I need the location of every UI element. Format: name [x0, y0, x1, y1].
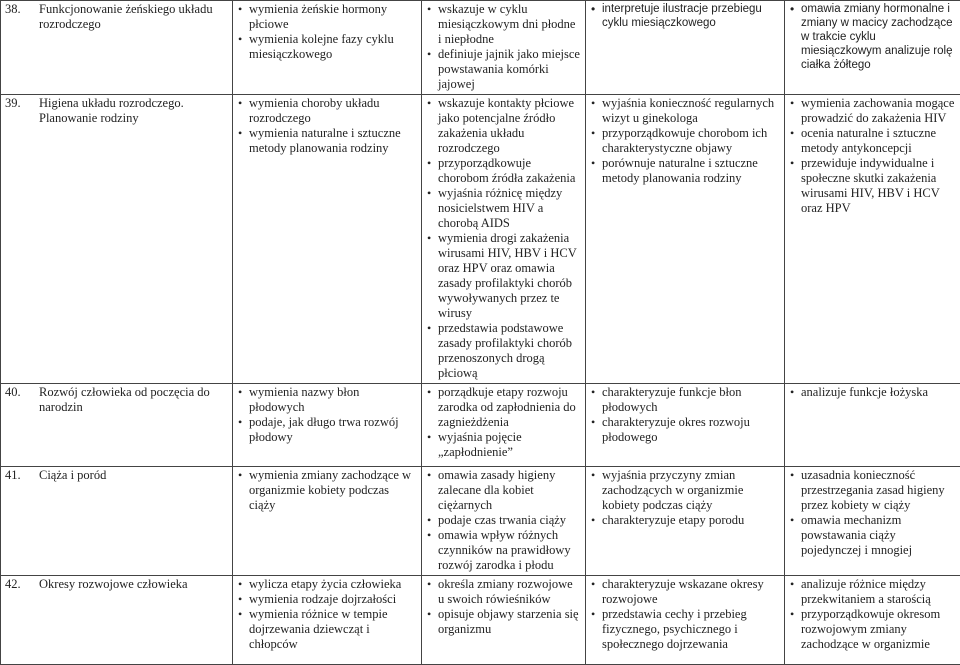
table-row [1, 95, 960, 384]
requirements-cell-level-3 [586, 95, 785, 384]
requirement-item: • wymienia różnice w tempie dojrzewania dziewcząt i chłopców [237, 607, 417, 652]
requirement-item: • wyjaśnia różnicę między nosicielstwem HIV a chorobą AIDS [426, 186, 581, 231]
requirements-cell-level-3 [586, 1, 785, 95]
requirements-list [590, 385, 780, 445]
lesson-number: 38. [5, 2, 35, 32]
requirement-item: • ocenia naturalne i sztuczne metody antykoncepcji [789, 126, 956, 156]
requirements-cell-level-4 [785, 1, 960, 95]
requirement-item: • porównuje naturalne i sztuczne metody planowania rodziny [590, 156, 780, 186]
requirement-item: • wymienia rodzaje dojrzałości [237, 592, 417, 607]
requirements-cell-level-4 [785, 95, 960, 384]
requirement-item: • wskazuje w cyklu miesiączkowym dni płodne i niepłodne [426, 2, 581, 47]
requirement-item: • wymienia żeńskie hormony płciowe [237, 2, 417, 32]
requirement-item: • uzasadnia konieczność przestrzegania zasad higieny przez kobiety w ciąży [789, 468, 956, 513]
requirement-item: • interpretuje ilustracje przebiegu cyklu miesiączkowego [590, 2, 780, 30]
lesson-topic: Okresy rozwojowe człowieka [35, 577, 228, 592]
requirement-item: • wymienia kolejne fazy cyklu miesiączkowego [237, 32, 417, 62]
requirement-item: • omawia mechanizm powstawania ciąży pojedynczej i mnogiej [789, 513, 956, 558]
requirements-cell-level-2 [422, 467, 586, 576]
requirement-item: • wymienia drogi zakażenia wirusami HIV, HBV i HCV oraz HPV oraz omawia zasady profilaktyki chorób wywoływanych przez te wirusy [426, 231, 581, 321]
requirements-list [590, 577, 780, 652]
requirement-item: • opisuje objawy starzenia się organizmu [426, 607, 581, 637]
requirement-item: • wymienia zmiany zachodzące w organizmie kobiety podczas ciąży [237, 468, 417, 513]
requirement-item: • porządkuje etapy rozwoju zarodka od zapłodnienia do zagnieżdżenia [426, 385, 581, 430]
requirements-list [426, 577, 581, 637]
requirement-item: • podaje czas trwania ciąży [426, 513, 581, 528]
requirements-list [237, 468, 417, 513]
requirement-item: • wskazuje kontakty płciowe jako potencjalne źródło zakażenia układu rozrodczego [426, 96, 581, 156]
requirements-cell-level-1 [233, 1, 422, 95]
lesson-number: 40. [5, 385, 35, 415]
lesson-topic: Funkcjonowanie żeńskiego układu rozrodczego [35, 2, 228, 32]
lesson-number: 41. [5, 468, 35, 483]
requirements-cell-level-2 [422, 1, 586, 95]
table-row [1, 1, 960, 95]
requirement-item: • charakteryzuje funkcje błon płodowych [590, 385, 780, 415]
requirements-cell-level-4 [785, 576, 960, 665]
requirement-item: • przyporządkowuje chorobom źródła zakażenia [426, 156, 581, 186]
requirements-list [237, 96, 417, 156]
lesson-number: 39. [5, 96, 35, 126]
requirements-list [426, 96, 581, 381]
table-row [1, 467, 960, 576]
requirement-item: • wymienia zachowania mogące prowadzić do zakażenia HIV [789, 96, 956, 126]
requirements-list [426, 385, 581, 460]
requirement-item: • wymienia nazwy błon płodowych [237, 385, 417, 415]
requirements-cell-level-3 [586, 384, 785, 467]
table-body [1, 1, 960, 665]
requirement-item: • przyporządkowuje chorobom ich charakterystyczne objawy [590, 126, 780, 156]
topic-cell [1, 384, 233, 467]
requirement-item: • omawia wpływ różnych czynników na prawidłowy rozwój zarodka i płodu [426, 528, 581, 573]
lesson-topic: Rozwój człowieka od poczęcia do narodzin [35, 385, 228, 415]
requirements-list [426, 2, 581, 92]
requirement-item: • wymienia naturalne i sztuczne metody planowania rodziny [237, 126, 417, 156]
requirements-list [789, 468, 956, 558]
requirement-item: • omawia zmiany hormonalne i zmiany w macicy zachodzące w trakcie cyklu miesiączkowym analizuje rolę ciałka żółtego [789, 2, 956, 72]
requirement-item: • przedstawia podstawowe zasady profilaktyki chorób przenoszonych drogą płciową [426, 321, 581, 381]
requirement-item: • przewiduje indywidualne i społeczne skutki zakażenia wirusami HIV, HBV i HCV oraz HPV [789, 156, 956, 216]
lesson-topic: Ciąża i poród [35, 468, 228, 483]
lesson-topic: Higiena układu rozrodczego. Planowanie rodziny [35, 96, 228, 126]
requirement-item: • podaje, jak długo trwa rozwój płodowy [237, 415, 417, 445]
requirements-cell-level-1 [233, 576, 422, 665]
topic-cell [1, 95, 233, 384]
requirement-item: • charakteryzuje etapy porodu [590, 513, 780, 528]
topic-cell [1, 467, 233, 576]
requirements-cell-level-2 [422, 576, 586, 665]
topic-cell [1, 1, 233, 95]
table-row [1, 576, 960, 665]
requirement-item: • wyjaśnia konieczność regularnych wizyt u ginekologa [590, 96, 780, 126]
requirement-item: • analizuje różnice między przekwitaniem a starością [789, 577, 956, 607]
requirements-list [590, 2, 780, 30]
requirements-cell-level-3 [586, 576, 785, 665]
requirements-cell-level-4 [785, 467, 960, 576]
requirements-cell-level-4 [785, 384, 960, 467]
requirement-item: • określa zmiany rozwojowe u swoich rówieśników [426, 577, 581, 607]
requirements-cell-level-1 [233, 384, 422, 467]
topic-cell [1, 576, 233, 665]
requirement-item: • przedstawia cechy i przebieg fizycznego, psychicznego i społecznego dojrzewania [590, 607, 780, 652]
requirement-item: • definiuje jajnik jako miejsce powstawania komórki jajowej [426, 47, 581, 92]
requirement-item: • wyjaśnia pojęcie „zapłodnienie” [426, 430, 581, 460]
requirements-list [426, 468, 581, 573]
requirements-list [789, 385, 956, 400]
requirements-cell-level-2 [422, 95, 586, 384]
requirements-list [789, 2, 956, 72]
lesson-number: 42. [5, 577, 35, 592]
requirements-cell-level-2 [422, 384, 586, 467]
requirement-item: • wylicza etapy życia człowieka [237, 577, 417, 592]
requirement-item: • wymienia choroby układu rozrodczego [237, 96, 417, 126]
requirements-list [237, 385, 417, 445]
requirement-item: • charakteryzuje wskazane okresy rozwojowe [590, 577, 780, 607]
requirement-item: • analizuje funkcje łożyska [789, 385, 956, 400]
requirements-list [789, 577, 956, 652]
requirements-cell-level-1 [233, 467, 422, 576]
requirement-item: • omawia zasady higieny zalecane dla kobiet ciężarnych [426, 468, 581, 513]
requirements-cell-level-3 [586, 467, 785, 576]
requirements-list [590, 96, 780, 186]
table-row [1, 384, 960, 467]
requirements-list [237, 2, 417, 62]
requirements-cell-level-1 [233, 95, 422, 384]
requirements-list [237, 577, 417, 652]
requirement-item: • charakteryzuje okres rozwoju płodowego [590, 415, 780, 445]
requirements-list [590, 468, 780, 528]
requirements-list [789, 96, 956, 216]
requirement-item: • wyjaśnia przyczyny zmian zachodzących w organizmie kobiety podczas ciąży [590, 468, 780, 513]
requirement-item: • przyporządkowuje okresom rozwojowym zmiany zachodzące w organizmie [789, 607, 956, 652]
